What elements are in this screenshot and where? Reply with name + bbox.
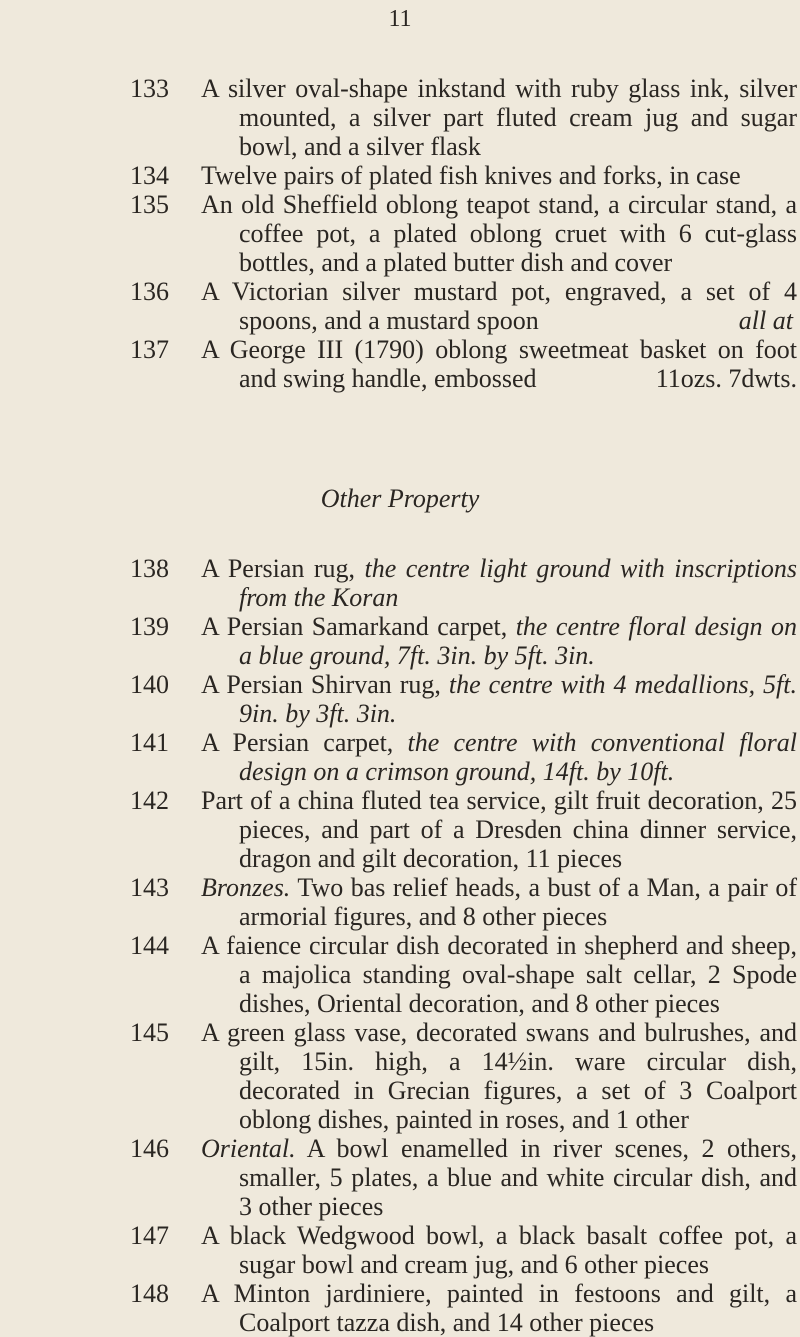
lot-description: A faience circular dish decorated in shepherd and sheep, a majolica standing oval-shape salt cellar, 2 Spode dishes, Oriental decoration, and 8 other pieces — [201, 931, 797, 1018]
lot-description — [201, 277, 797, 335]
lot-description — [201, 873, 797, 931]
lot-133 — [0, 74, 800, 161]
lot-description: A green glass vase, decorated swans and bulrushes, and gilt, 15in. high, a 14½in. ware circular dish, decorated in Grecian figures, a set of 3 Coalport oblong dishes, painted in roses, and 1 other — [201, 1018, 797, 1134]
lot-text: Two bas relief heads, a bust of a Man, a pair of armorial figures, and 8 other pieces — [239, 873, 798, 931]
lot-description: A black Wedgwood bowl, a black basalt coffee pot, a sugar bowl and cream jug, and 6 other pieces — [201, 1221, 797, 1279]
lot-description: Part of a china fluted tea service, gilt fruit decoration, 25 pieces, and part of a Dresden china dinner service, dragon and gilt decoration, 11 pieces — [201, 786, 797, 873]
lot-148 — [0, 1279, 800, 1337]
lot-description: An old Sheffield oblong teapot stand, a circular stand, a coffee pot, a plated oblong cruet with 6 cut-glass bottles, and a plated butter dish and cover — [201, 190, 797, 277]
lot-list-other-property — [0, 554, 800, 1337]
lot-text: A Victorian silver mustard pot, engraved, a set of 4 spoons, and a mustard spoon — [201, 277, 797, 335]
lot-list-silver — [0, 74, 800, 393]
lot-price-note: all at — [738, 306, 793, 335]
lot-number: 136 — [130, 277, 169, 306]
lot-135 — [0, 190, 800, 277]
lot-number: 148 — [130, 1279, 169, 1308]
lot-number: 134 — [130, 161, 169, 190]
lot-number: 139 — [130, 612, 169, 641]
lot-description — [201, 1134, 797, 1221]
lot-139 — [0, 612, 800, 670]
lot-description: A silver oval-shape inkstand with ruby glass ink, silver mounted, a silver part fluted cream jug and sugar bowl, and a silver flask — [201, 74, 797, 161]
lot-138 — [0, 554, 800, 612]
lot-number: 137 — [130, 335, 169, 364]
lot-number: 133 — [130, 74, 169, 103]
lot-number: 135 — [130, 190, 169, 219]
lot-number: 141 — [130, 728, 169, 757]
lot-number: 146 — [130, 1134, 169, 1163]
lot-detail: the centre with conventional floral design on a crimson ground, 14ft. by 10ft. — [239, 728, 798, 786]
lot-text: A Persian carpet, — [201, 728, 394, 757]
lot-description — [201, 728, 797, 786]
lot-146 — [0, 1134, 800, 1221]
lot-141 — [0, 728, 800, 786]
lot-number: 144 — [130, 931, 169, 960]
lot-147 — [0, 1221, 800, 1279]
lot-136 — [0, 277, 800, 335]
lot-143 — [0, 873, 800, 931]
lot-140 — [0, 670, 800, 728]
lot-description: A Minton jardiniere, painted in festoons and gilt, a Coalport tazza dish, and 14 other pieces — [201, 1279, 797, 1337]
lot-145 — [0, 1018, 800, 1134]
lot-number: 138 — [130, 554, 169, 583]
lot-description — [201, 554, 797, 612]
lot-detail: the centre floral design on a blue ground, 7ft. 3in. by 5ft. 3in. — [239, 612, 797, 670]
lot-text: A Persian Shirvan rug, — [201, 670, 441, 699]
lot-detail: the centre with 4 medallions, 5ft. 9in. by 3ft. 3in. — [239, 670, 798, 728]
section-heading: Other Property — [320, 484, 480, 513]
lot-text: A bowl enamelled in river scenes, 2 others, smaller, 5 plates, a blue and white circular dish, and 3 other pieces — [239, 1134, 797, 1221]
lot-description — [201, 335, 797, 393]
lot-category: Bronzes. — [201, 873, 291, 902]
lot-description — [201, 612, 797, 670]
lot-number: 145 — [130, 1018, 169, 1047]
lot-text: A Persian rug, — [201, 554, 355, 583]
page-number: 11 — [388, 6, 412, 32]
lot-detail: the centre light ground with inscriptions from the Koran — [239, 554, 798, 612]
lot-description — [201, 670, 797, 728]
lot-text: A Persian Samarkand carpet, — [201, 612, 508, 641]
lot-number: 142 — [130, 786, 169, 815]
lot-137 — [0, 335, 800, 393]
lot-category: Oriental. — [201, 1134, 296, 1163]
lot-number: 143 — [130, 873, 169, 902]
lot-number: 147 — [130, 1221, 169, 1250]
lot-144 — [0, 931, 800, 1018]
lot-142 — [0, 786, 800, 873]
lot-134 — [0, 161, 800, 190]
lot-weight: 11ozs. 7dwts. — [655, 364, 797, 393]
lot-text: A George III (1790) oblong sweetmeat basket on foot and swing handle, embossed — [201, 335, 797, 393]
lot-description: Twelve pairs of plated fish knives and forks, in case — [201, 161, 741, 190]
lot-number: 140 — [130, 670, 169, 699]
